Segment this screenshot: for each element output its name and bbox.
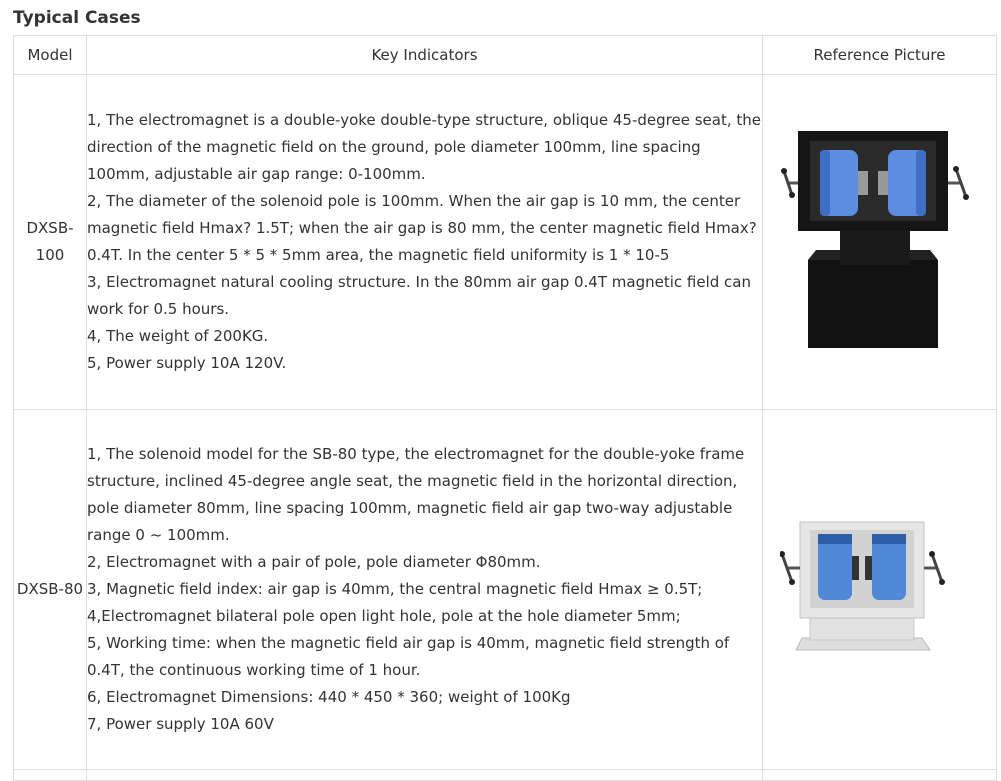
indicators-cell [87,410,763,770]
table-row [14,410,997,770]
indicator-line: 5, Working time: when the magnetic field air gap is 40mm, magnetic field strength of 0.4T, the continuous working time of 1 hour. [87,634,730,679]
indicator-line: 1, The electromagnet is a double-yoke double-type structure, oblique 45-degree seat, the direction of the magnetic field on the ground, pole diameter 100mm, line spacing 100mm, adjustable air gap range: 0-100mm. [87,111,761,183]
indicators-cell [87,75,763,410]
empty-cell [763,770,997,781]
indicator-line: 2, Electromagnet with a pair of pole, pole diameter Φ80mm. [87,553,541,571]
indicator-line: 3, Magnetic field index: air gap is 40mm, the central magnetic field Hmax ≥ 0.5T; [87,580,703,598]
typical-cases-table [13,35,997,781]
indicator-line: 3, Electromagnet natural cooling structure. In the 80mm air gap 0.4T magnetic field can work for 0.5 hours. [87,273,751,318]
section-heading: Typical Cases [13,8,141,28]
indicator-line: 5, Power supply 10A 120V. [87,354,287,372]
indicator-line: 1, The solenoid model for the SB-80 type, the electromagnet for the double-yoke frame structure, inclined 45-degree angle seat, the magnetic field in the horizontal direction, pole diameter 80mm, line spacing 100mm, magnetic field air gap two-way adjustable range 0 ~ 100mm. [87,445,745,544]
indicator-line: 4,Electromagnet bilateral pole open light hole, pole at the hole diameter 5mm; [87,607,681,625]
table-row [14,75,997,410]
electromagnet-dxsb-80-picture [780,518,980,658]
electromagnet-dxsb-100-picture [780,125,980,355]
empty-cell [14,770,87,781]
model-cell: DXSB-100 [14,75,87,410]
indicator-line: 2, The diameter of the solenoid pole is 100mm. When the air gap is 10 mm, the center magnetic field Hmax? 1.5T; when the air gap is 80 mm, the center magnetic field Hmax? 0.4T. In the center 5 * 5 * 5mm area, the magnetic field uniformity is 1 * 10-5 [87,192,757,264]
indicator-line: 6, Electromagnet Dimensions: 440 * 450 * 360; weight of 100Kg [87,688,571,706]
indicator-line: 4, The weight of 200KG. [87,327,269,345]
table-header-row [14,36,997,75]
empty-cell [87,770,763,781]
table-row [14,770,997,781]
column-header-key-indicators: Key Indicators [87,36,763,75]
column-header-model: Model [14,36,87,75]
reference-picture-cell [763,75,997,410]
column-header-reference-picture: Reference Picture [763,36,997,75]
reference-picture-cell [763,410,997,770]
indicator-line: 7, Power supply 10A 60V [87,715,274,733]
model-cell: DXSB-80 [14,410,87,770]
